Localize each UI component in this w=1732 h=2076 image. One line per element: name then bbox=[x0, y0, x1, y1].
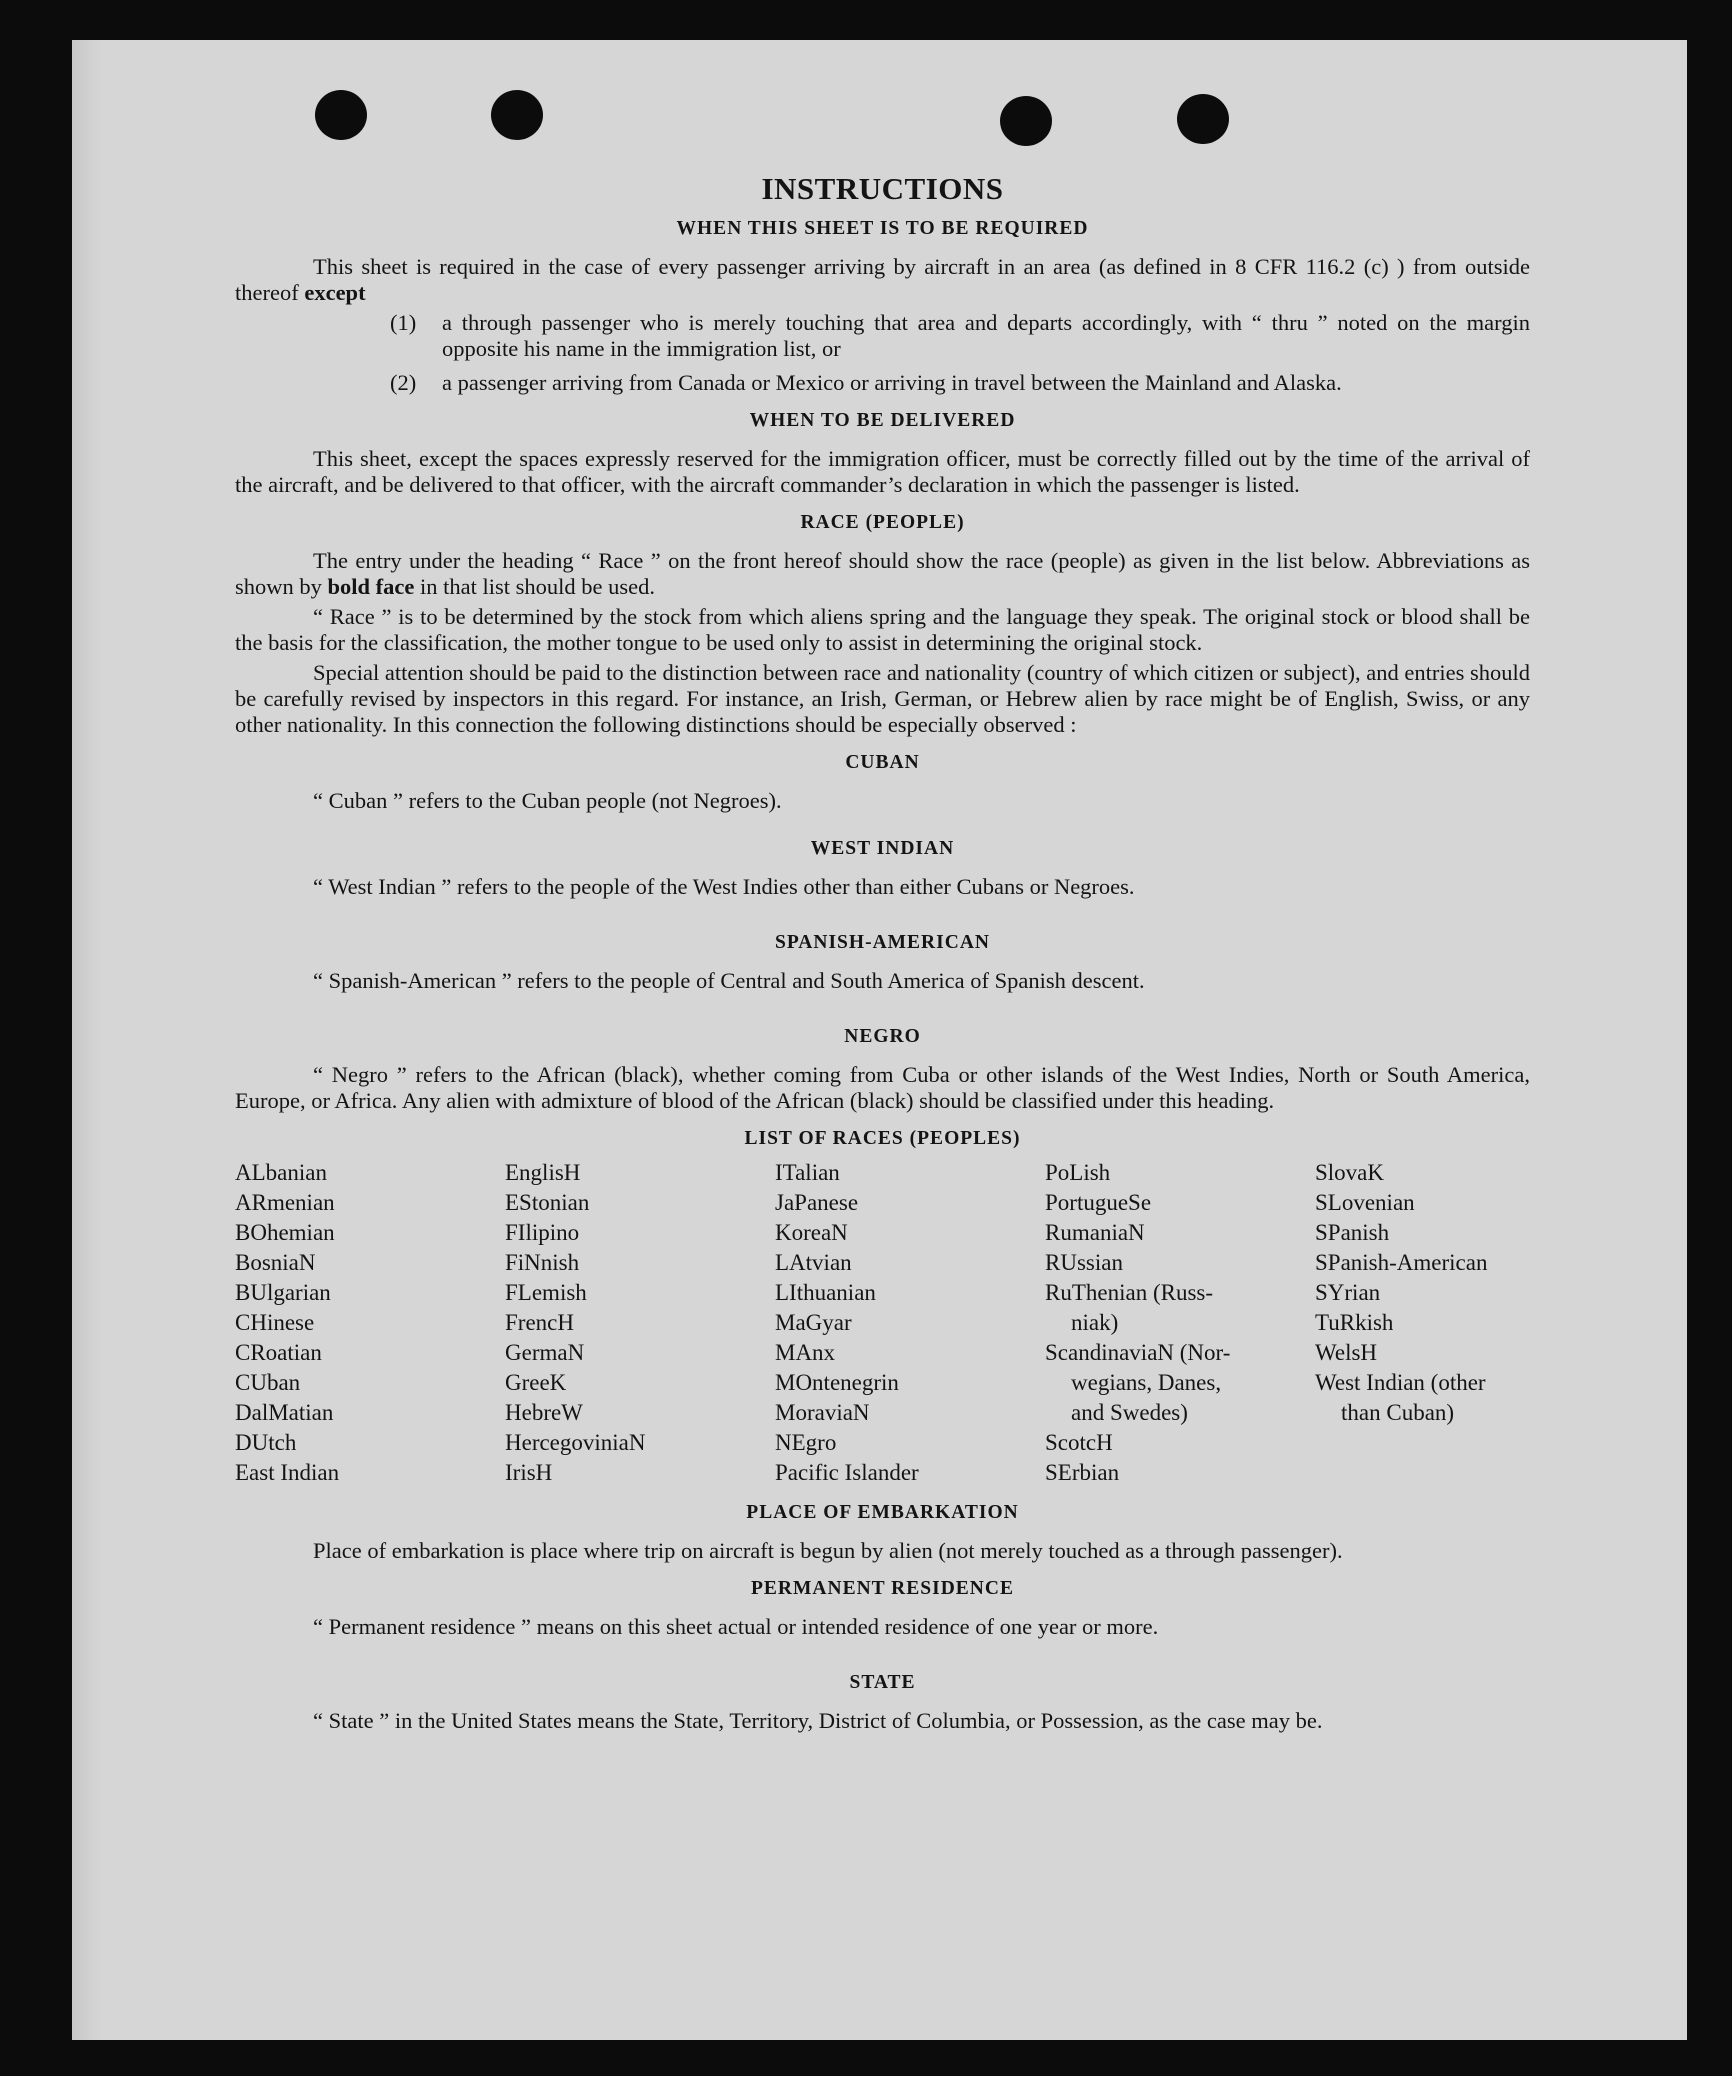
race-entry: HercegoviniaN bbox=[505, 1430, 646, 1455]
race-entry: FrencH bbox=[505, 1310, 574, 1335]
race-entry: PortugueSe bbox=[1045, 1190, 1152, 1215]
heading-spanish-american: SPANISH-AMERICAN bbox=[775, 932, 990, 953]
race-entry: DUtch bbox=[235, 1430, 297, 1455]
race-entry: Pacific Islander bbox=[775, 1460, 919, 1485]
race-entry: RUssian bbox=[1045, 1250, 1123, 1275]
race-entry: FiNnish bbox=[505, 1250, 580, 1275]
race-column-3 bbox=[775, 1158, 1045, 1488]
race-entry: SErbian bbox=[1045, 1460, 1120, 1485]
race-entry: SLovenian bbox=[1315, 1190, 1415, 1215]
race-entry: ARmenian bbox=[235, 1190, 335, 1215]
heading-state: STATE bbox=[849, 1672, 916, 1693]
race-entry: SPanish-American bbox=[1315, 1250, 1488, 1275]
race-paragraph-3: Special attention should be paid to the distinction between race and nationality (country of which citizen or subject), and entries should be carefully revised by inspectors in this regard. For instance, an Irish, German, or Hebrew alien by race might be of English, Swiss, or any other nationality. In this connection the following distinctions should be especially observed : bbox=[235, 660, 1530, 737]
heading-when-delivered: WHEN TO BE DELIVERED bbox=[749, 410, 1016, 431]
heading-permanent-residence: PERMANENT RESIDENCE bbox=[751, 1578, 1014, 1599]
race-entry: GreeK bbox=[505, 1370, 567, 1395]
race-entry: LAtvian bbox=[775, 1250, 852, 1275]
race-entry: BosniaN bbox=[235, 1250, 316, 1275]
race-entry: FLemish bbox=[505, 1280, 587, 1305]
race-column-1 bbox=[235, 1158, 505, 1488]
race-entry: ALbanian bbox=[235, 1160, 327, 1185]
race-entry: RuThenian (Russ- bbox=[1045, 1280, 1214, 1305]
race-entry: BOhemian bbox=[235, 1220, 335, 1245]
race-column-4 bbox=[1045, 1158, 1315, 1488]
race-entry: CHinese bbox=[235, 1310, 315, 1335]
heading-race: RACE (PEOPLE) bbox=[800, 512, 965, 533]
race-entry: RumaniaN bbox=[1045, 1220, 1145, 1245]
west-indian-text: “ West Indian ” refers to the people of the West Indies other than either Cubans or Negroes. bbox=[313, 874, 1135, 899]
race-entry-continuation: and Swedes) bbox=[1071, 1400, 1188, 1425]
race-entry: SlovaK bbox=[1315, 1160, 1384, 1185]
race-entry: PoLish bbox=[1045, 1160, 1111, 1185]
race-entry: ScandinaviaN (Nor- bbox=[1045, 1340, 1231, 1365]
punch-hole-1 bbox=[315, 90, 367, 140]
race-entry-continuation: niak) bbox=[1071, 1310, 1119, 1335]
race-entry: CRoatian bbox=[235, 1340, 322, 1365]
race-column-5 bbox=[1315, 1158, 1530, 1488]
heading-negro: NEGRO bbox=[844, 1026, 921, 1047]
heading-when-required: WHEN THIS SHEET IS TO BE REQUIRED bbox=[676, 218, 1089, 239]
race-entry: BUlgarian bbox=[235, 1280, 331, 1305]
race-entry: West Indian (other bbox=[1315, 1370, 1486, 1395]
race-entry: MoraviaN bbox=[775, 1400, 870, 1425]
exception-item-1: (1) a through passenger who is merely touching that area and departs accordingly, with “ thru ” noted on the margin opposite his name in the immigration list, or bbox=[390, 310, 1530, 361]
spanish-american-text: “ Spanish-American ” refers to the people of Central and South America of Spanish descent. bbox=[313, 968, 1145, 993]
document-sheet bbox=[72, 40, 1687, 2040]
state-text: “ State ” in the United States means the State, Territory, District of Columbia, or Possession, as the case may be. bbox=[313, 1708, 1323, 1733]
race-entry: DalMatian bbox=[235, 1400, 334, 1425]
race-entry: TuRkish bbox=[1315, 1310, 1394, 1335]
negro-text: “ Negro ” refers to the African (black), whether coming from Cuba or other islands of the West Indies, North or South America, Europe, or Africa. Any alien with admixture of blood of the African (black) should be classified under this heading. bbox=[235, 1062, 1530, 1113]
list-of-races bbox=[235, 1158, 1530, 1488]
race-entry: ScotcH bbox=[1045, 1430, 1113, 1455]
when-required-intro: This sheet is required in the case of every passenger arriving by aircraft in an area (as defined in 8 CFR 116.2 (c) ) from outside thereof except bbox=[235, 254, 1530, 305]
race-entry: ITalian bbox=[775, 1160, 840, 1185]
race-entry-continuation: than Cuban) bbox=[1341, 1400, 1455, 1425]
race-entry: HebreW bbox=[505, 1400, 583, 1425]
cuban-text: “ Cuban ” refers to the Cuban people (not Negroes). bbox=[313, 788, 782, 813]
punch-hole-3 bbox=[1000, 96, 1052, 146]
race-entry: IrisH bbox=[505, 1460, 553, 1485]
race-column-2 bbox=[505, 1158, 775, 1488]
left-edge-shadow bbox=[72, 40, 102, 2040]
race-entry: MAnx bbox=[775, 1340, 836, 1365]
race-entry-continuation: wegians, Danes, bbox=[1071, 1370, 1222, 1395]
race-entry: MOntenegrin bbox=[775, 1370, 899, 1395]
race-entry: SPanish bbox=[1315, 1220, 1390, 1245]
race-entry: East Indian bbox=[235, 1460, 340, 1485]
race-entry: EnglisH bbox=[505, 1160, 581, 1185]
heading-west-indian: WEST INDIAN bbox=[810, 838, 955, 859]
instructions-body bbox=[235, 172, 1530, 1734]
race-entry: GermaN bbox=[505, 1340, 585, 1365]
embarkation-text: Place of embarkation is place where trip on aircraft is begun by alien (not merely touched as a through passenger). bbox=[313, 1538, 1343, 1563]
race-paragraph-1: The entry under the heading “ Race ” on the front hereof should show the race (people) as given in the list below. Abbreviations as shown by bold face in that list should be used. bbox=[235, 548, 1530, 599]
race-entry: WelsH bbox=[1315, 1340, 1378, 1365]
heading-embarkation: PLACE OF EMBARKATION bbox=[746, 1502, 1019, 1523]
punch-hole-2 bbox=[491, 90, 543, 140]
race-entry: EStonian bbox=[505, 1190, 590, 1215]
race-entry: FIlipino bbox=[505, 1220, 580, 1245]
race-entry: SYrian bbox=[1315, 1280, 1381, 1305]
race-entry: KoreaN bbox=[775, 1220, 848, 1245]
race-entry: MaGyar bbox=[775, 1310, 852, 1335]
page-title: INSTRUCTIONS bbox=[761, 171, 1004, 206]
punch-hole-4 bbox=[1177, 94, 1229, 144]
race-entry: CUban bbox=[235, 1370, 301, 1395]
heading-list-of-races: LIST OF RACES (PEOPLES) bbox=[744, 1128, 1021, 1149]
race-entry: JaPanese bbox=[775, 1190, 859, 1215]
residence-text: “ Permanent residence ” means on this sheet actual or intended residence of one year or more. bbox=[313, 1614, 1159, 1639]
heading-cuban: CUBAN bbox=[845, 752, 920, 773]
race-entry: NEgro bbox=[775, 1430, 837, 1455]
exception-item-2: (2) a passenger arriving from Canada or Mexico or arriving in travel between the Mainland and Alaska. bbox=[390, 370, 1342, 395]
when-delivered-text: This sheet, except the spaces expressly reserved for the immigration officer, must be correctly filled out by the time of the arrival of the aircraft, and be delivered to that officer, with the aircraft commander’s declaration in which the passenger is listed. bbox=[235, 446, 1530, 497]
race-paragraph-2: “ Race ” is to be determined by the stock from which aliens spring and the language they speak. The original stock or blood shall be the basis for the classification, the mother tongue to be used only to assist in determining the original stock. bbox=[235, 604, 1530, 655]
race-entry: LIthuanian bbox=[775, 1280, 876, 1305]
